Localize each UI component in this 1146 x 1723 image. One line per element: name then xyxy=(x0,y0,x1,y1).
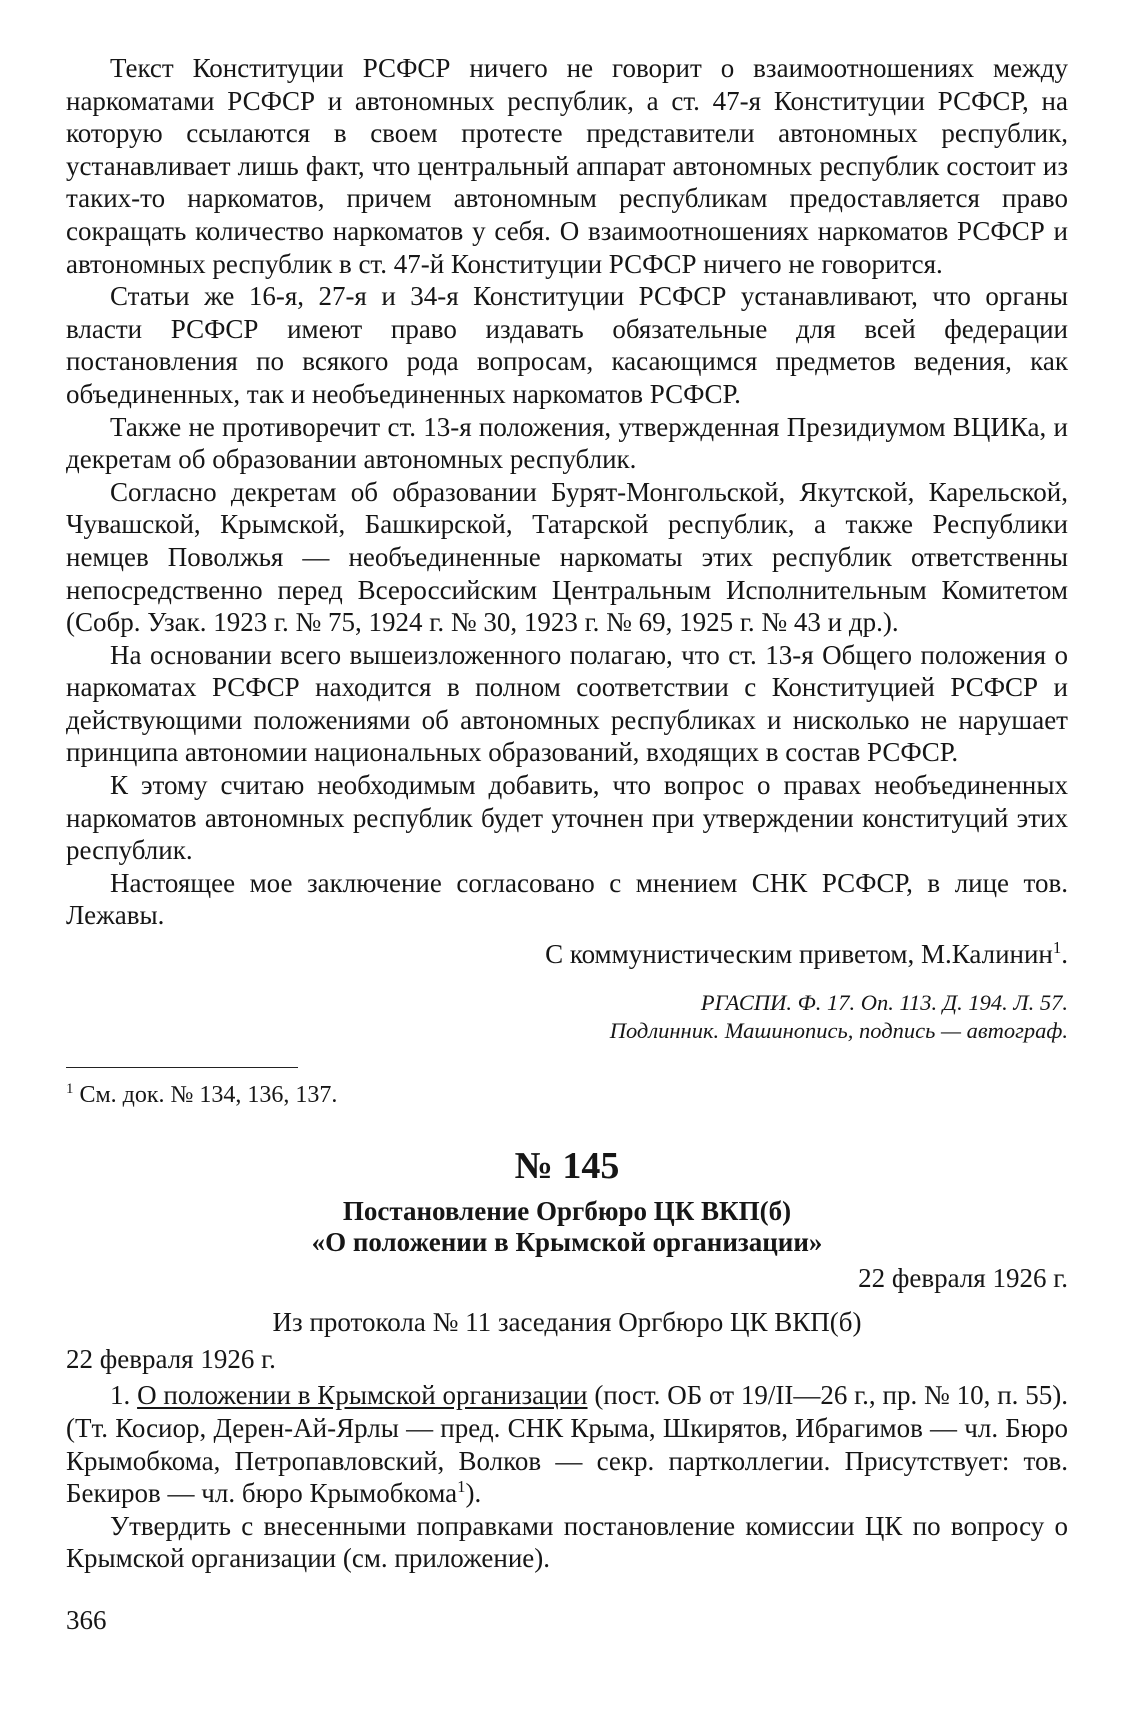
item-number: 1. xyxy=(110,1380,131,1411)
archive-line-2: Подлинник. Машинопись, подпись — автограф. xyxy=(609,1017,1068,1043)
document-number: № 145 xyxy=(514,1144,620,1187)
archive-reference xyxy=(66,989,1068,1045)
document-title xyxy=(66,1196,1068,1258)
signature-footnote-mark: 1 xyxy=(1052,938,1062,958)
item-end: ). xyxy=(465,1478,482,1509)
paragraph-3: Также не противоречит ст. 13-я положения, утвержденная Президиумом ВЦИКа, и декретам об образовании автономных республик. xyxy=(66,411,1068,475)
item-details: (пост. ОБ от 19/II—26 г., пр. № 10, п. 55). (Тт. Косиор, Дерен-Ай-Ярлы — пред. СНК Крыма, Шкирятов, Ибрагимов — чл. Бюро Крымобкома, Петропавловский, Волков — секр. партколлегии. Присутствует: тов. Бекиров — чл. бюро Крымобкома xyxy=(66,1380,1068,1509)
paragraph-2: Статьи же 16-я, 27-я и 34-я Конституции РСФСР устанавливают, что органы власти РСФСР имеют право издавать обязательные для всей федерации постановления по всякого рода вопросам, касающимся предметов ведения, как объединенных, так и необъединенных наркоматов РСФСР. xyxy=(66,281,1068,409)
protocol-item xyxy=(66,1379,1068,1509)
document-date: 22 февраля 1926 г. xyxy=(858,1262,1068,1293)
paragraph-4: Согласно декретам об образовании Бурят-Монгольской, Якутской, Карельской, Чувашской, Крымской, Башкирской, Татарской республик, а также Республики немцев Поволжья — необъединенные наркоматы этих республик ответственны непосредственно перед Всероссийским Центральным Исполнительным Комитетом (Собр. Узак. 1923 г. № 75, 1924 г. № 30, 1923 г. № 69, 1925 г. № 43 и др.). xyxy=(66,476,1068,638)
paragraph-5: На основании всего вышеизложенного полагаю, что ст. 13-я Общего положения о наркоматах РСФСР находится в полном соответствии с Конституцией РСФСР и действующими положениями об автономных республиках и нисколько не нарушает принципа автономии национальных образований, входящих в состав РСФСР. xyxy=(66,639,1068,768)
item-footnote-mark: 1 xyxy=(457,1477,466,1497)
item-title: О положении в Крымской организации xyxy=(137,1380,588,1411)
document-title-line-1: Постановление Оргбюро ЦК ВКП(б) xyxy=(342,1195,792,1226)
archive-line-1: РГАСПИ. Ф. 17. Оп. 113. Д. 194. Л. 57. xyxy=(700,989,1068,1015)
page-number: 366 xyxy=(66,1605,107,1635)
document-title-line-2: «О положении в Крымской организации» xyxy=(311,1226,823,1257)
footnote-text: См. док. № 134, 136, 137. xyxy=(73,1081,338,1108)
signature-text: С коммунистическим приветом, М.Калинин xyxy=(545,939,1053,970)
paragraph-7: Настоящее мое заключение согласовано с мнением СНК РСФСР, в лице тов. Лежавы. xyxy=(66,867,1068,931)
resolution: Утвердить с внесенными поправками постановление комиссии ЦК по вопросу о Крымской организации (см. приложение). xyxy=(66,1510,1068,1574)
page-content xyxy=(66,52,1068,1575)
paragraph-1: Текст Конституции РСФСР ничего не говорит о взаимоотношениях между наркоматами РСФСР и автономных республик, а ст. 47-я Конституции РСФСР, на которую ссылаются в своем протесте представители автономных республик, устанавливает лишь факт, что центральный аппарат автономных республик состоит из таких-то наркоматов, причем автономным республикам предоставляется право сокращать количество наркоматов у себя. О взаимоотношениях наркоматов РСФСР и автономных республик в ст. 47-й Конституции РСФСР ничего не говорится. xyxy=(66,53,1068,279)
footnote xyxy=(66,1080,1068,1110)
paragraph-6: К этому считаю необходимым добавить, что вопрос о правах необъединенных наркоматов автономных республик будет уточнен при утверждении конституций этих республик. xyxy=(66,770,1068,866)
signature: С коммунистическим приветом, М.Калинин$^1$. xyxy=(545,938,1068,970)
footnote-mark: 1 xyxy=(66,1080,74,1097)
footnote-divider xyxy=(66,1067,298,1068)
protocol-date: 22 февраля 1926 г. xyxy=(66,1343,276,1374)
protocol-line: Из протокола № 11 заседания Оргбюро ЦК ВКП(б) xyxy=(272,1307,862,1338)
